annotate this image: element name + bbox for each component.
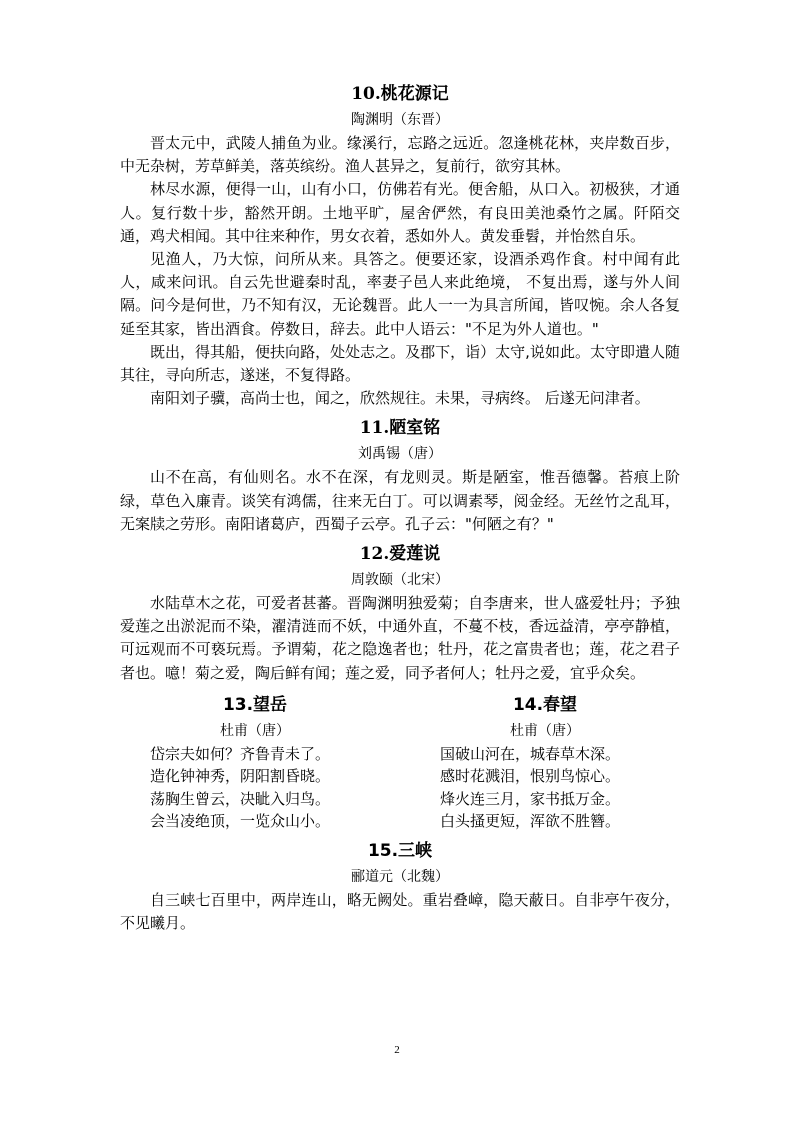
poem-line: 会当凌绝顶，一览众山小。 <box>150 812 331 831</box>
poem-columns <box>120 693 680 833</box>
section-sanxia <box>120 839 680 935</box>
paragraph: 既出，得其船，便扶向路，处处志之。及郡下，诣）太守,说如此。太守即遣人随其往，寻向所志，遂迷，不复得路。 <box>120 342 680 385</box>
poem-lines <box>410 743 680 833</box>
section-title: 11.陋室铭 <box>359 418 441 439</box>
poem-line: 荡胸生曾云，决眦入归鸟。 <box>150 789 331 808</box>
section-author: 郦道元（北魏） <box>351 868 449 885</box>
poem-lines <box>120 743 390 833</box>
poem-author: 杜甫（唐） <box>510 722 580 739</box>
section-author: 刘禹锡（唐） <box>358 446 442 463</box>
poem-title: 14.春望 <box>512 694 578 715</box>
section-loushiming <box>120 416 680 536</box>
poem-wangyue <box>120 693 390 833</box>
section-title: 12.爱莲说 <box>359 544 441 565</box>
section-author: 周敦颐（北宋） <box>351 572 449 589</box>
page-number: 2 <box>394 1044 400 1056</box>
paragraph: 南阳刘子骥，高尚士也，闻之，欣然规往。未果，寻病终。 后遂无问津者。 <box>150 389 650 408</box>
poem-author: 杜甫（唐） <box>220 722 290 739</box>
paragraph: 水陆草木之花，可爱者甚蕃。晋陶渊明独爱菊；自李唐来，世人盛爱牡丹；予独爱莲之出淤泥而不染，濯清涟而不妖，中通外直，不蔓不枝，香远益清，亭亭静植，可远观而不可亵玩焉。予谓菊，花之隐逸者也；牡丹，花之富贵者也；莲，花之君子者也。噫！菊之爱，陶后鲜有闻；莲之爱，同予者何人；牡丹之爱，宜乎众矣。 <box>120 594 680 682</box>
paragraph: 见渔人，乃大惊，问所从来。具答之。便要还家，设酒杀鸡作食。村中闻有此人，咸来问讯。自云先世避秦时乱，率妻子邑人来此绝境， 不复出焉，遂与外人间隔。问今是何世，乃不知有汉，无论魏晋。此人一一为具言所闻，皆叹惋。余人各复延至其家，皆出酒食。停数日，辞去。此中人语云："不足为外人道也。" <box>120 250 680 338</box>
section-title: 15.三峡 <box>367 840 433 861</box>
poem-line: 岱宗夫如何？齐鲁青未了。 <box>150 744 331 763</box>
page-content <box>120 82 680 935</box>
paragraph: 晋太元中，武陵人捕鱼为业。缘溪行，忘路之远近。忽逢桃花林，夹岸数百步，中无杂树，芳草鲜美，落英缤纷。渔人甚异之，复前行，欲穷其林。 <box>120 134 680 176</box>
section-author: 陶渊明（东晋） <box>351 112 449 128</box>
poem-line: 造化钟神秀，阴阳割昏晓。 <box>150 767 331 786</box>
section-taohuayuanji <box>120 82 680 410</box>
poem-chunwang <box>410 693 680 833</box>
paragraph: 山不在高，有仙则名。水不在深，有龙则灵。斯是陋室，惟吾德馨。苔痕上阶绿，草色入廉青。谈笑有鸿儒，往来无白丁。可以调素琴，阅金经。无丝竹之乱耳，无案牍之劳形。南阳诸葛庐，西蜀子云亭。孔子云："何陋之有？" <box>120 468 680 533</box>
poem-line: 感时花溅泪，恨别鸟惊心。 <box>440 767 621 786</box>
section-title: 10.桃花源记 <box>351 84 449 104</box>
section-ailianshuo <box>120 542 680 685</box>
poem-line: 烽火连三月，家书抵万金。 <box>440 789 621 808</box>
poem-line: 国破山河在，城春草木深。 <box>440 744 621 763</box>
poem-title: 13.望岳 <box>222 694 288 715</box>
paragraph: 自三峡七百里中，两岸连山，略无阙处。重岩叠嶂，隐天蔽日。自非亭午夜分，不见曦月。 <box>120 890 680 933</box>
paragraph: 林尽水源，便得一山，山有小口，仿佛若有光。便舍船，从口入。初极狭，才通人。复行数十步，豁然开朗。土地平旷，屋舍俨然，有良田美池桑竹之属。阡陌交通，鸡犬相闻。其中往来种作，男女衣着，悉如外人。黄发垂髫，并怡然自乐。 <box>120 180 680 245</box>
poem-line: 白头搔更短，浑欲不胜簪。 <box>440 812 621 831</box>
